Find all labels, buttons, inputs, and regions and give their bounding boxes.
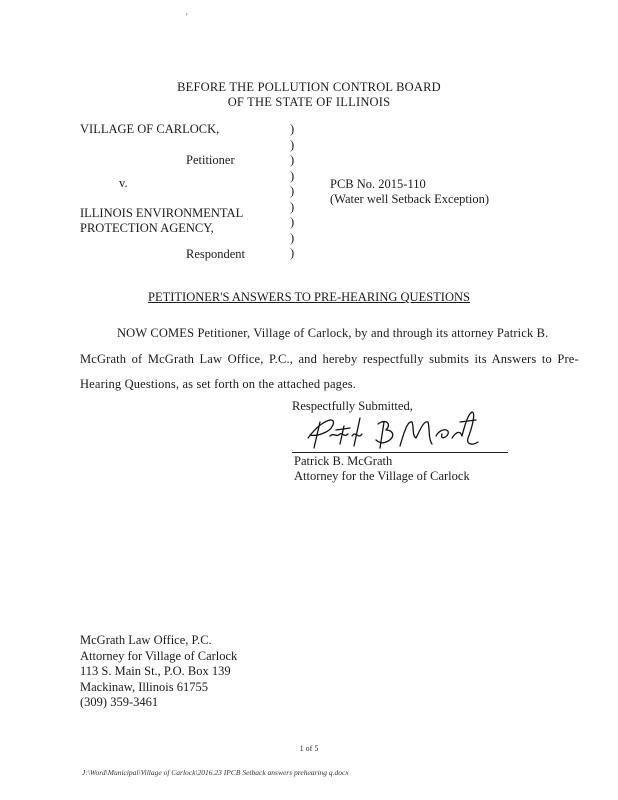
petitioner-name: VILLAGE OF CARLOCK, [80,122,220,136]
respondent-name-line1: ILLINOIS ENVIRONMENTAL [80,206,244,220]
body-line-2: McGrath of McGrath Law Office, P.C., and hereby respectfully submits its Answers to Pre- [80,352,579,366]
closing-text: Respectfully Submitted, [292,399,413,413]
address-line: McGrath Law Office, P.C. [80,633,212,647]
document-title-text: PETITIONER'S ANSWERS TO PRE-HEARING QUESTIONS [148,290,470,304]
body-line-3: Hearing Questions, as set forth on the attached pages. [80,377,357,391]
respondent-role: Respondent [186,247,246,261]
signer-name: Patrick B. McGrath [294,454,393,468]
body-line-1: NOW COMES Petitioner, Village of Carlock, by and through its attorney Patrick B. [117,326,549,340]
address-line: 113 S. Main St., P.O. Box 139 [80,664,231,678]
page-number: 1 of 5 [299,744,319,753]
petitioner-role: Petitioner [186,153,235,167]
address-block [80,633,237,711]
signature-line [292,452,508,453]
caption-parentheses: ) ) ) ) ) ) ) ) ) [290,122,295,260]
case-description: (Water well Setback Exception) [330,192,489,206]
respondent-name-line2: PROTECTION AGENCY, [80,221,214,235]
document-title [0,290,618,305]
board-title: BEFORE THE POLLUTION CONTROL BOARD [177,80,441,94]
address-line: Mackinaw, Illinois 61755 [80,679,208,694]
case-number: PCB No. 2015-110 [330,177,426,191]
signer-title: Attorney for the Village of Carlock [294,469,470,483]
page-mark: ' [186,12,188,22]
address-line: (309) 359-3461 [80,695,159,709]
versus-label: v. [119,176,128,190]
address-line: Attorney for Village of Carlock [80,648,238,663]
file-path: J:\Word\Municipal\Village of Carlock\2016.23 IPCB Setback answers prehearing q.docx [82,768,349,777]
board-subtitle: OF THE STATE OF ILLINOIS [227,95,391,109]
